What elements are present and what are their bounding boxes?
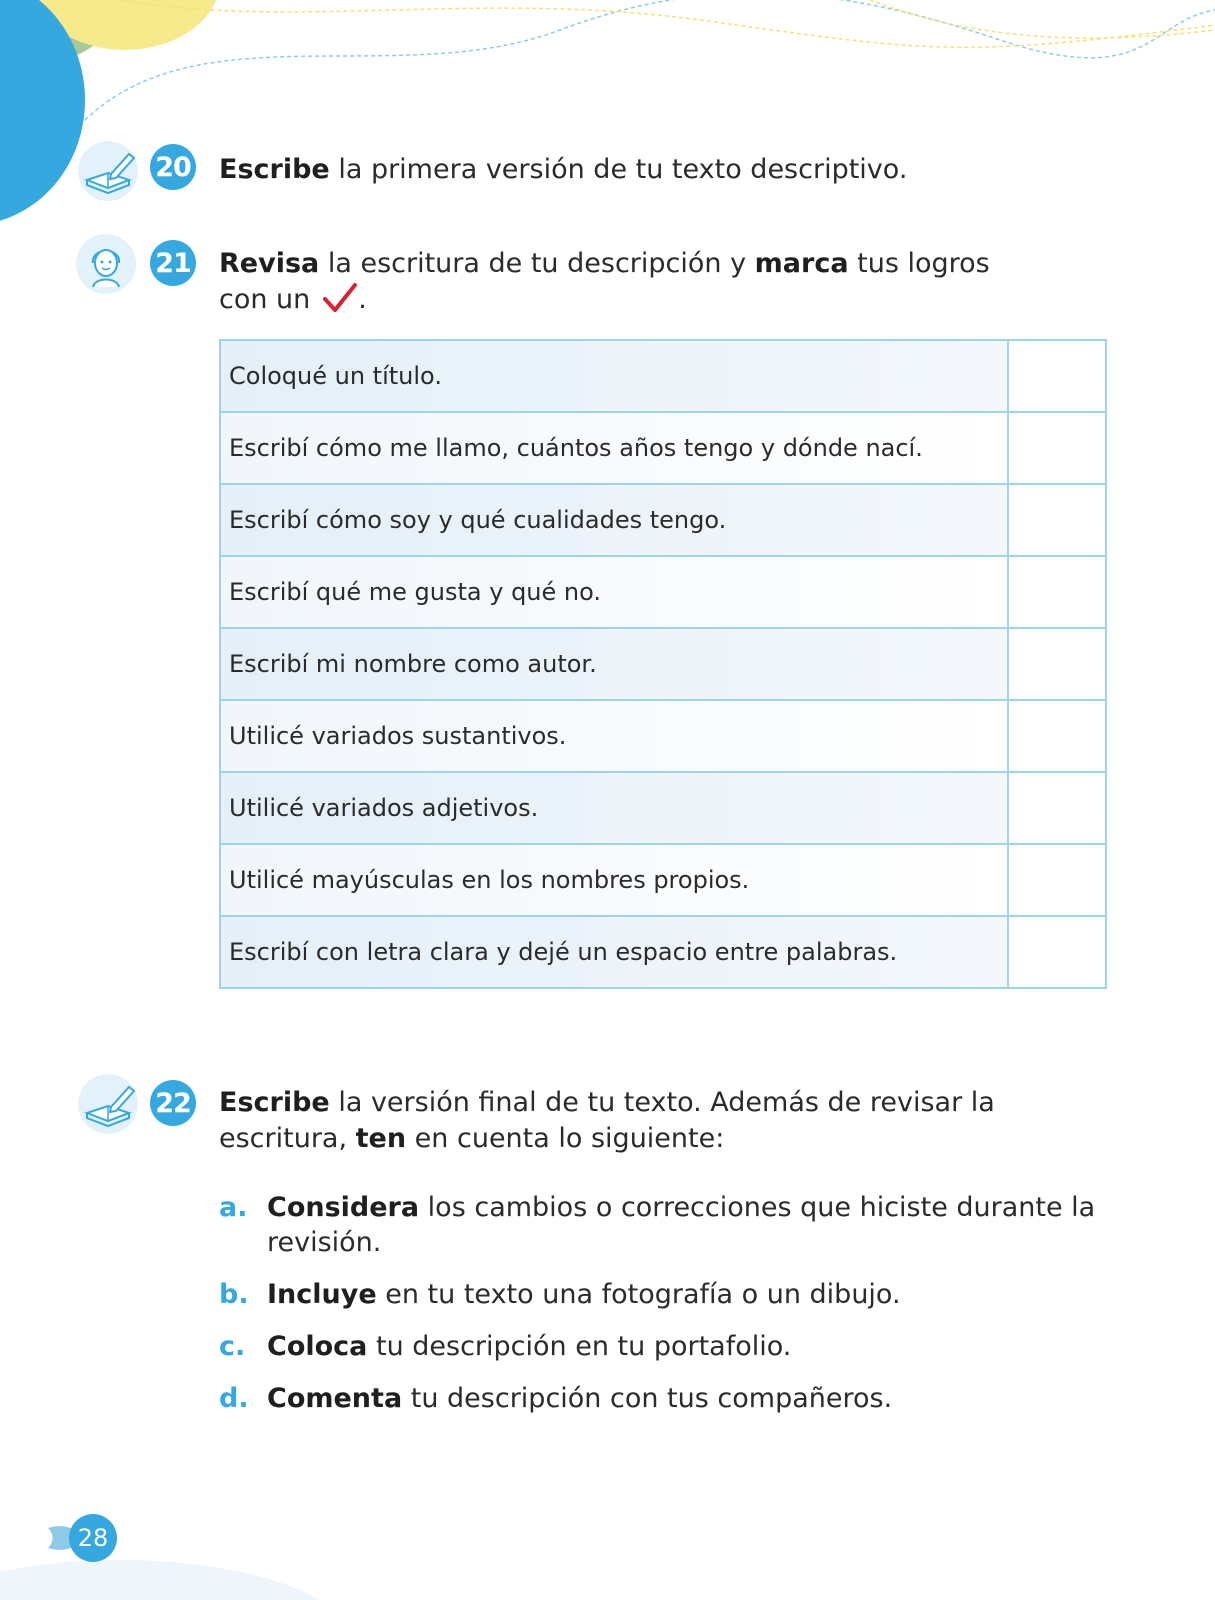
checklist-item-text: Utilicé mayúsculas en los nombres propios. <box>220 844 1008 916</box>
list-letter: d. <box>219 1383 249 1414</box>
checklist-mark-box[interactable] <box>1008 628 1106 700</box>
instruction-text: . <box>358 284 367 315</box>
checklist-item-text: Escribí qué me gusta y qué no. <box>220 556 1008 628</box>
page-number: 28 <box>69 1514 117 1562</box>
checklist-item-text: Escribí con letra clara y dejé un espacio entre palabras. <box>220 916 1008 988</box>
checklist-item-text: Utilicé variados adjetivos. <box>220 772 1008 844</box>
checklist-row <box>220 628 1106 700</box>
checklist-mark-box[interactable] <box>1008 484 1106 556</box>
list-verb: Coloca <box>267 1331 368 1362</box>
list-letter: b. <box>219 1279 249 1310</box>
checklist-row <box>220 484 1106 556</box>
instruction-text: escritura, <box>219 1123 356 1154</box>
list-text: tu descripción con tus compañeros. <box>402 1383 893 1414</box>
instruction-text: la escritura de tu descripción y <box>319 248 755 279</box>
instruction-verb: ten <box>355 1123 407 1154</box>
activity-20-instruction <box>219 152 1119 188</box>
final-version-steps <box>219 1190 1099 1416</box>
red-checkmark-icon <box>322 282 358 314</box>
self-assessment-checklist <box>219 339 1107 989</box>
checklist-mark-box[interactable] <box>1008 916 1106 988</box>
checklist-row <box>220 412 1106 484</box>
instruction-text: tus logros <box>848 248 990 279</box>
checklist-mark-box[interactable] <box>1008 772 1106 844</box>
checklist-row <box>220 916 1106 988</box>
instruction-text: la versión final de tu texto. Además de revisar la <box>329 1087 995 1118</box>
checklist-item-text: Escribí cómo soy y qué cualidades tengo. <box>220 484 1008 556</box>
list-item <box>219 1277 1099 1312</box>
instruction-verb: Escribe <box>219 154 330 185</box>
list-item <box>219 1190 1099 1260</box>
checklist-mark-box[interactable] <box>1008 700 1106 772</box>
list-verb: Comenta <box>267 1383 403 1414</box>
checklist-mark-box[interactable] <box>1008 340 1106 412</box>
checklist-row <box>220 556 1106 628</box>
activity-22-instruction <box>219 1085 1119 1157</box>
list-text: tu descripción en tu portafolio. <box>367 1331 792 1362</box>
instruction-verb: marca <box>754 248 849 279</box>
checklist-row <box>220 700 1106 772</box>
checklist-row <box>220 844 1106 916</box>
instruction-verb: Revisa <box>219 248 320 279</box>
instruction-text: la primera versión de tu texto descriptivo. <box>329 154 908 185</box>
list-verb: Incluye <box>267 1279 377 1310</box>
checklist-item-text: Escribí cómo me llamo, cuántos años tengo y dónde nací. <box>220 412 1008 484</box>
list-item <box>219 1381 1099 1416</box>
checklist-item-text: Coloqué un título. <box>220 340 1008 412</box>
list-letter: a. <box>219 1192 248 1223</box>
activity-number-badge: 22 <box>150 1080 196 1126</box>
instruction-text: con un <box>219 284 311 315</box>
checklist-item-text: Escribí mi nombre como autor. <box>220 628 1008 700</box>
instruction-verb: Escribe <box>219 1087 330 1118</box>
list-letter: c. <box>219 1331 246 1362</box>
checklist-row <box>220 340 1106 412</box>
list-text: en tu texto una fotografía o un dibujo. <box>376 1279 901 1310</box>
writing-book-icon <box>77 1073 139 1135</box>
list-text: los cambios o correcciones que hiciste durante la revisión. <box>267 1192 1096 1258</box>
checklist-row <box>220 772 1106 844</box>
checklist-mark-box[interactable] <box>1008 556 1106 628</box>
checklist-mark-box[interactable] <box>1008 844 1106 916</box>
activity-21-instruction <box>219 246 1119 318</box>
list-item <box>219 1329 1099 1364</box>
list-verb: Considera <box>267 1192 420 1223</box>
checklist-item-text: Utilicé variados sustantivos. <box>220 700 1008 772</box>
activity-number-badge: 21 <box>150 240 196 286</box>
student-face-icon <box>75 233 137 295</box>
activity-number-badge: 20 <box>150 144 196 190</box>
checklist-mark-box[interactable] <box>1008 412 1106 484</box>
writing-book-icon <box>77 140 139 202</box>
instruction-text: en cuenta lo siguiente: <box>406 1123 725 1154</box>
